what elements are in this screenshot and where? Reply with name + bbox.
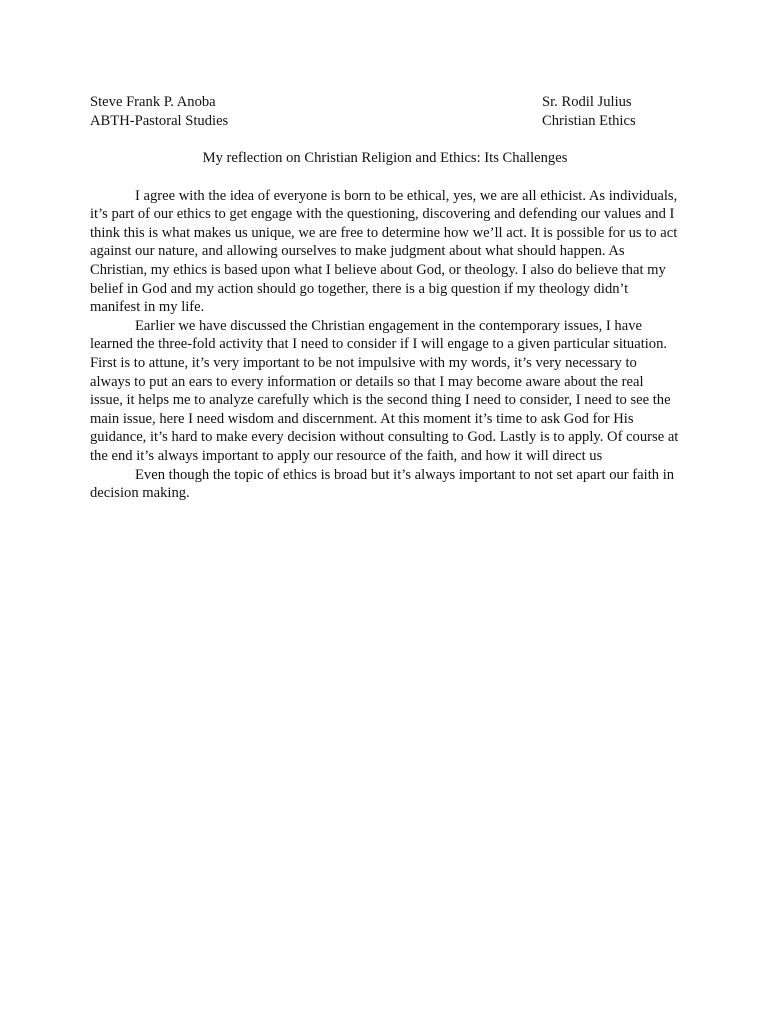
body-paragraph-3: Even though the topic of ethics is broad but it’s always important to not set apart our faith in decision making. [90, 466, 675, 502]
document-page [90, 93, 680, 503]
document-title: My reflection on Christian Religion and Ethics: Its Challenges [202, 150, 568, 166]
student-program: ABTH-Pastoral Studies [90, 112, 229, 129]
document-header [90, 93, 680, 131]
student-info [90, 93, 228, 130]
body-paragraph-2: Earlier we have discussed the Christian engagement in the contemporary issues, I have learned the three-fold activity that I need to consider if I will engage to a given particular situation. First is to attune, it’s very important to be not impulsive with my words, it’s very necessary to always to put an ears to every information or details so that I may become aware about the real issue, it helps me to analyze carefully which is the second thing I need to consider, I need to see the main issue, here I need wisdom and discernment. At this moment it’s time to ask God for His guidance, it’s hard to make every decision without consulting to God. Lastly is to apply. Of course at the end it’s always important to apply our resource of the faith, and how it will direct us [90, 317, 679, 464]
instructor-name: Sr. Rodil Julius [542, 94, 632, 110]
student-name: Steve Frank P. Anoba [90, 94, 216, 110]
body-paragraph-1: I agree with the idea of everyone is born to be ethical, yes, we are all ethicist. As individuals, it’s part of our ethics to get engage with the questioning, discovering and defending our values and I think this is what makes us unique, we are free to determine how we’ll act. It is possible for us to act against our nature, and allowing ourselves to make judgment about what should happen. As Christian, my ethics is based upon what I believe about God, or theology. I also do believe that my belief in God and my action should go together, there is a big question if my theology didn’t manifest in my life. [90, 187, 678, 316]
course-info [542, 93, 636, 130]
course-name: Christian Ethics [542, 112, 636, 129]
document-body [90, 187, 680, 503]
